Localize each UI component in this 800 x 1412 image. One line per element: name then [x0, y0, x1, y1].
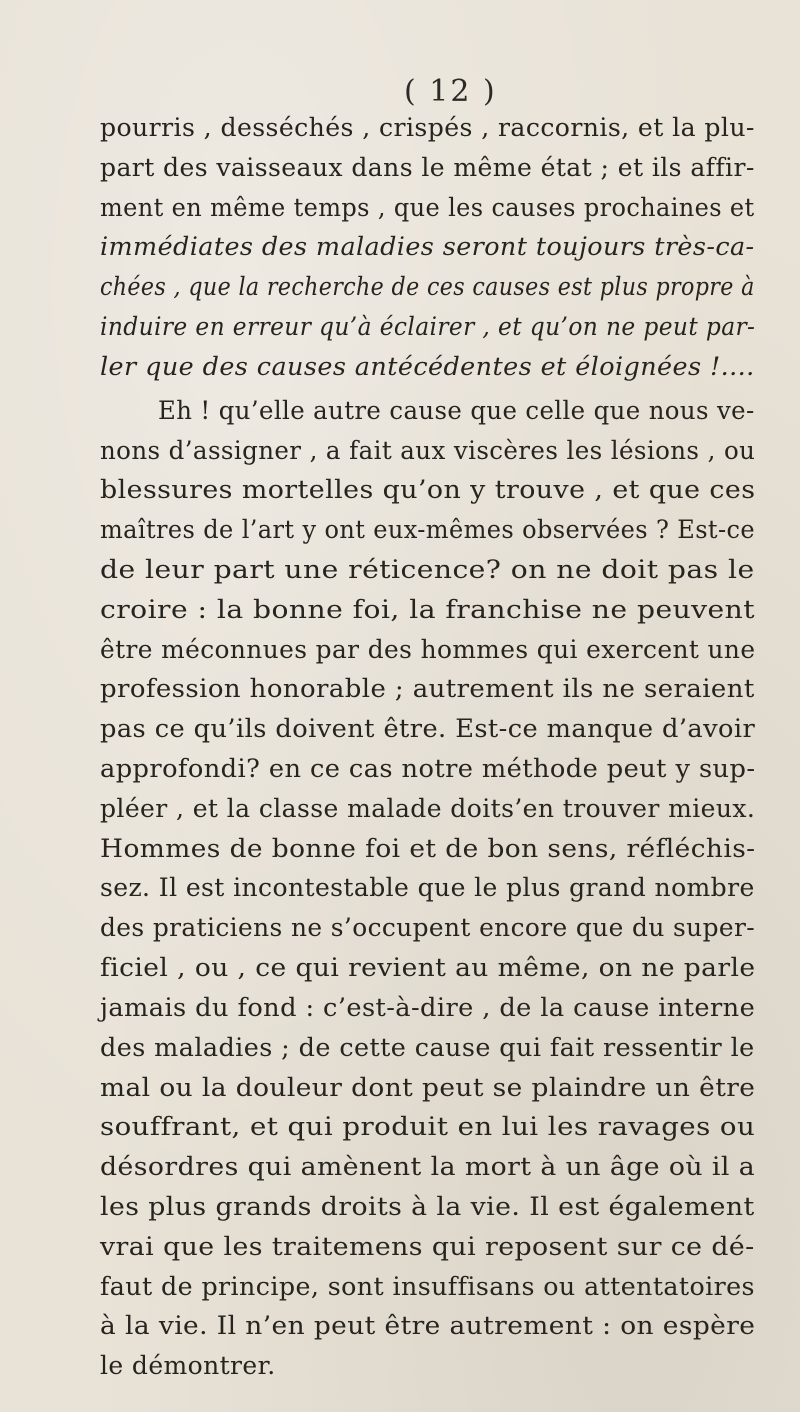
text-line-22: ficiel , ou , ce qui revient au même, on ne parle	[100, 953, 756, 983]
text-line-12: de leur part une réticence? on ne doit pas le	[100, 554, 755, 584]
text-line-23: jamais du fond : c’est-à-dire , de la cause interne	[100, 992, 756, 1022]
text-line-19: Hommes de bonne foi et de bon sens, réfléchis-	[100, 833, 756, 863]
text-line-24: des maladies ; de cette cause qui fait ressentir le	[100, 1032, 755, 1062]
text-line-26: souffrant, et qui produit en lui les ravages ou	[100, 1112, 756, 1142]
text-line-4: immédiates des maladies seront toujours très-ca-	[100, 232, 755, 262]
text-line-29: vrai que les traitemens qui reposent sur ce dé-	[100, 1231, 755, 1261]
text-line-6: induire en erreur qu’à éclairer , et qu’on ne peut par-	[100, 312, 756, 342]
text-line-20: sez. Il est incontestable que le plus grand nombre	[100, 873, 755, 903]
text-line-27: désordres qui amènent la mort à un âge où il a	[100, 1152, 756, 1182]
text-line-10: blessures mortelles qu’on y trouve , et que ces	[100, 475, 756, 505]
text-line-5: chées , que la recherche de ces causes est plus propre à	[100, 272, 755, 302]
text-line-7: ler que des causes antécédentes et éloignées !....	[100, 351, 755, 381]
text-line-1: pourris , desséchés , crispés , raccornis, et la plu-	[100, 113, 755, 142]
page-number: ( 12 )	[404, 74, 497, 109]
text-line-16: pas ce qu’ils doivent être. Est-ce manque d’avoir	[100, 714, 756, 744]
text-line-30: faut de principe, sont insuffisans ou attentatoires	[100, 1271, 755, 1301]
text-line-3: ment en même temps , que les causes prochaines et	[100, 192, 755, 222]
text-line-15: profession honorable ; autrement ils ne seraient	[100, 674, 755, 704]
text-line-31: à la vie. Il n’en peut être autrement : on espère	[100, 1311, 756, 1341]
text-line-18: pléer , et la classe malade doits’en trouver mieux.	[100, 793, 756, 823]
text-line-32: le démontrer.	[100, 1351, 276, 1381]
text-line-2: part des vaisseaux dans le même état ; et ils affir-	[100, 152, 755, 182]
text-line-11: maîtres de l’art y ont eux-mêmes observées ? Est-ce	[100, 515, 755, 545]
text-line-25: mal ou la douleur dont peut se plaindre un être	[100, 1072, 756, 1102]
text-line-9: nons d’assigner , a fait aux viscères les lésions , ou	[100, 435, 756, 465]
text-line-8: Eh ! qu’elle autre cause que celle que nous ve-	[158, 395, 755, 425]
text-line-13: croire : la bonne foi, la franchise ne peuvent	[100, 594, 756, 624]
text-line-28: les plus grands droits à la vie. Il est également	[100, 1191, 755, 1221]
text-line-21: des praticiens ne s’occupent encore que du super-	[100, 913, 756, 943]
text-line-14: être méconnues par des hommes qui exercent une	[100, 634, 756, 664]
text-line-17: approfondi? en ce cas notre méthode peut y sup-	[100, 754, 756, 783]
